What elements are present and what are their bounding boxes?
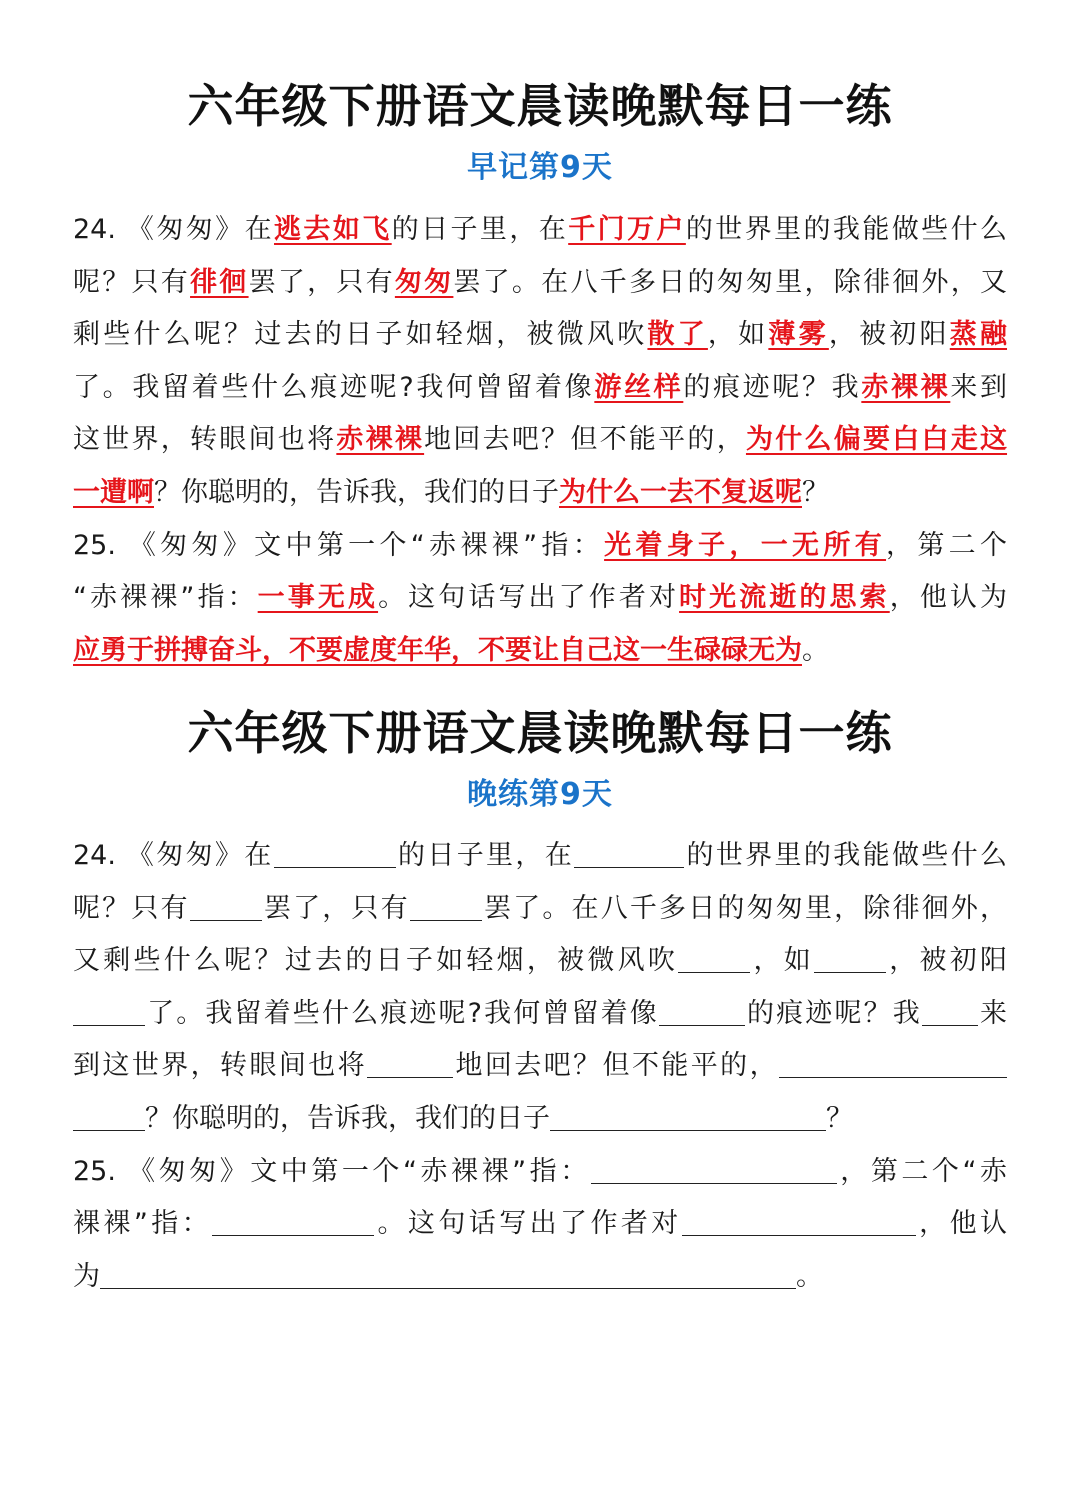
answer: 游丝样 bbox=[594, 372, 684, 403]
blank-field[interactable] bbox=[73, 1100, 145, 1131]
morning-subtitle: 早记第9天 bbox=[467, 150, 613, 185]
answer: 赤裸裸 bbox=[336, 424, 425, 455]
evening-subtitle: 晚练第9天 bbox=[467, 777, 613, 812]
evening-q24-line5: 到这世界，转眼间也将 地回去吧？但不能平的， bbox=[73, 1046, 1007, 1086]
evening-q24-line2: 呢？只有 罢了，只有 罢了。在八千多日的匆匆里，除徘徊外， bbox=[73, 889, 1007, 929]
morning-q25-line2: “赤裸裸”指：一事无成。这句话写出了作者对时光流逝的思索，他认为 bbox=[73, 582, 1008, 613]
evening-q25-line2: 裸裸”指： 。这句话写出了作者对 ，他认 bbox=[73, 1204, 1007, 1244]
blank-field[interactable] bbox=[659, 995, 745, 1026]
blank-field[interactable] bbox=[574, 837, 684, 868]
answer: 时光流逝的思索 bbox=[679, 582, 890, 613]
answer: 匆匆 bbox=[394, 267, 454, 298]
blank-field[interactable] bbox=[922, 995, 978, 1026]
answer: 徘徊 bbox=[190, 267, 249, 298]
blank-field[interactable] bbox=[100, 1258, 796, 1289]
blank-field[interactable] bbox=[73, 995, 145, 1026]
evening-q24-line6: ？你聪明的，告诉我，我们的日子 ？ bbox=[73, 1099, 1007, 1139]
blank-field[interactable] bbox=[274, 837, 396, 868]
evening-title: 六年级下册语文晨读晚默每日一练 bbox=[187, 706, 893, 760]
morning-title: 六年级下册语文晨读晚默每日一练 bbox=[187, 79, 893, 133]
evening-q24-line1: 24. 《匆匆》在 的日子里，在 的世界里的我能做些什么 bbox=[73, 836, 1007, 876]
evening-q25-line1: 25. 《匆匆》文中第一个“赤裸裸”指： ，第二个“赤 bbox=[73, 1152, 1007, 1192]
answer: 为什么偏要白白走这 bbox=[745, 424, 1008, 455]
morning-q24-line5: 这世界，转眼间也将赤裸裸地回去吧？但不能平的，为什么偏要白白走这 bbox=[73, 424, 1008, 455]
answer: 散了 bbox=[647, 319, 708, 350]
morning-q24-line3: 剩些什么呢？过去的日子如轻烟，被微风吹散了，如薄雾，被初阳蒸融 bbox=[73, 319, 1008, 350]
morning-q24-line6: 一遭啊？你聪明的，告诉我，我们的日子为什么一去不复返呢？ bbox=[73, 477, 829, 508]
answer: 蒸融 bbox=[949, 319, 1008, 350]
blank-field[interactable] bbox=[779, 1047, 1007, 1078]
answer: 赤裸裸 bbox=[861, 372, 951, 403]
morning-q25-line1: 25. 《匆匆》文中第一个“赤裸裸”指：光着身子，一无所有，第二个 bbox=[73, 530, 1008, 561]
evening-q24-line3: 又剩些什么呢？过去的日子如轻烟，被微风吹 ，如 ，被初阳 bbox=[73, 941, 1007, 981]
evening-q25-line3: 为 。 bbox=[73, 1257, 1007, 1297]
blank-field[interactable] bbox=[367, 1047, 453, 1078]
answer: 为什么一去不复返呢 bbox=[559, 477, 802, 508]
answer: 薄雾 bbox=[768, 319, 829, 350]
morning-q24-line4: 了。我留着些什么痕迹呢?我何曾留着像游丝样的痕迹呢？我赤裸裸来到 bbox=[73, 372, 1007, 403]
answer: 一遭啊 bbox=[73, 477, 154, 508]
evening-q24-line4: 了。我留着些什么痕迹呢?我何曾留着像 的痕迹呢？我 来 bbox=[73, 994, 1007, 1034]
morning-q24-line1: 24. 《匆匆》在逃去如飞的日子里，在千门万户的世界里的我能做些什么 bbox=[73, 214, 1008, 245]
blank-field[interactable] bbox=[550, 1100, 826, 1131]
answer: 光着身子，一无所有 bbox=[604, 530, 887, 561]
morning-q24-line2: 呢？只有徘徊罢了，只有匆匆罢了。在八千多日的匆匆里，除徘徊外，又 bbox=[73, 267, 1008, 298]
blank-field[interactable] bbox=[212, 1205, 374, 1236]
blank-field[interactable] bbox=[591, 1153, 837, 1184]
answer: 一事无成 bbox=[257, 582, 379, 613]
answer: 千门万户 bbox=[568, 214, 686, 245]
morning-q25-line3: 应勇于拼搏奋斗，不要虚度年华，不要让自己这一生碌碌无为。 bbox=[73, 635, 829, 666]
blank-field[interactable] bbox=[410, 890, 482, 921]
answer: 应勇于拼搏奋斗，不要虚度年华，不要让自己这一生碌碌无为 bbox=[73, 635, 802, 666]
blank-field[interactable] bbox=[682, 1205, 916, 1236]
blank-field[interactable] bbox=[678, 942, 750, 973]
blank-field[interactable] bbox=[190, 890, 262, 921]
blank-field[interactable] bbox=[814, 942, 886, 973]
answer: 逃去如飞 bbox=[274, 214, 392, 245]
